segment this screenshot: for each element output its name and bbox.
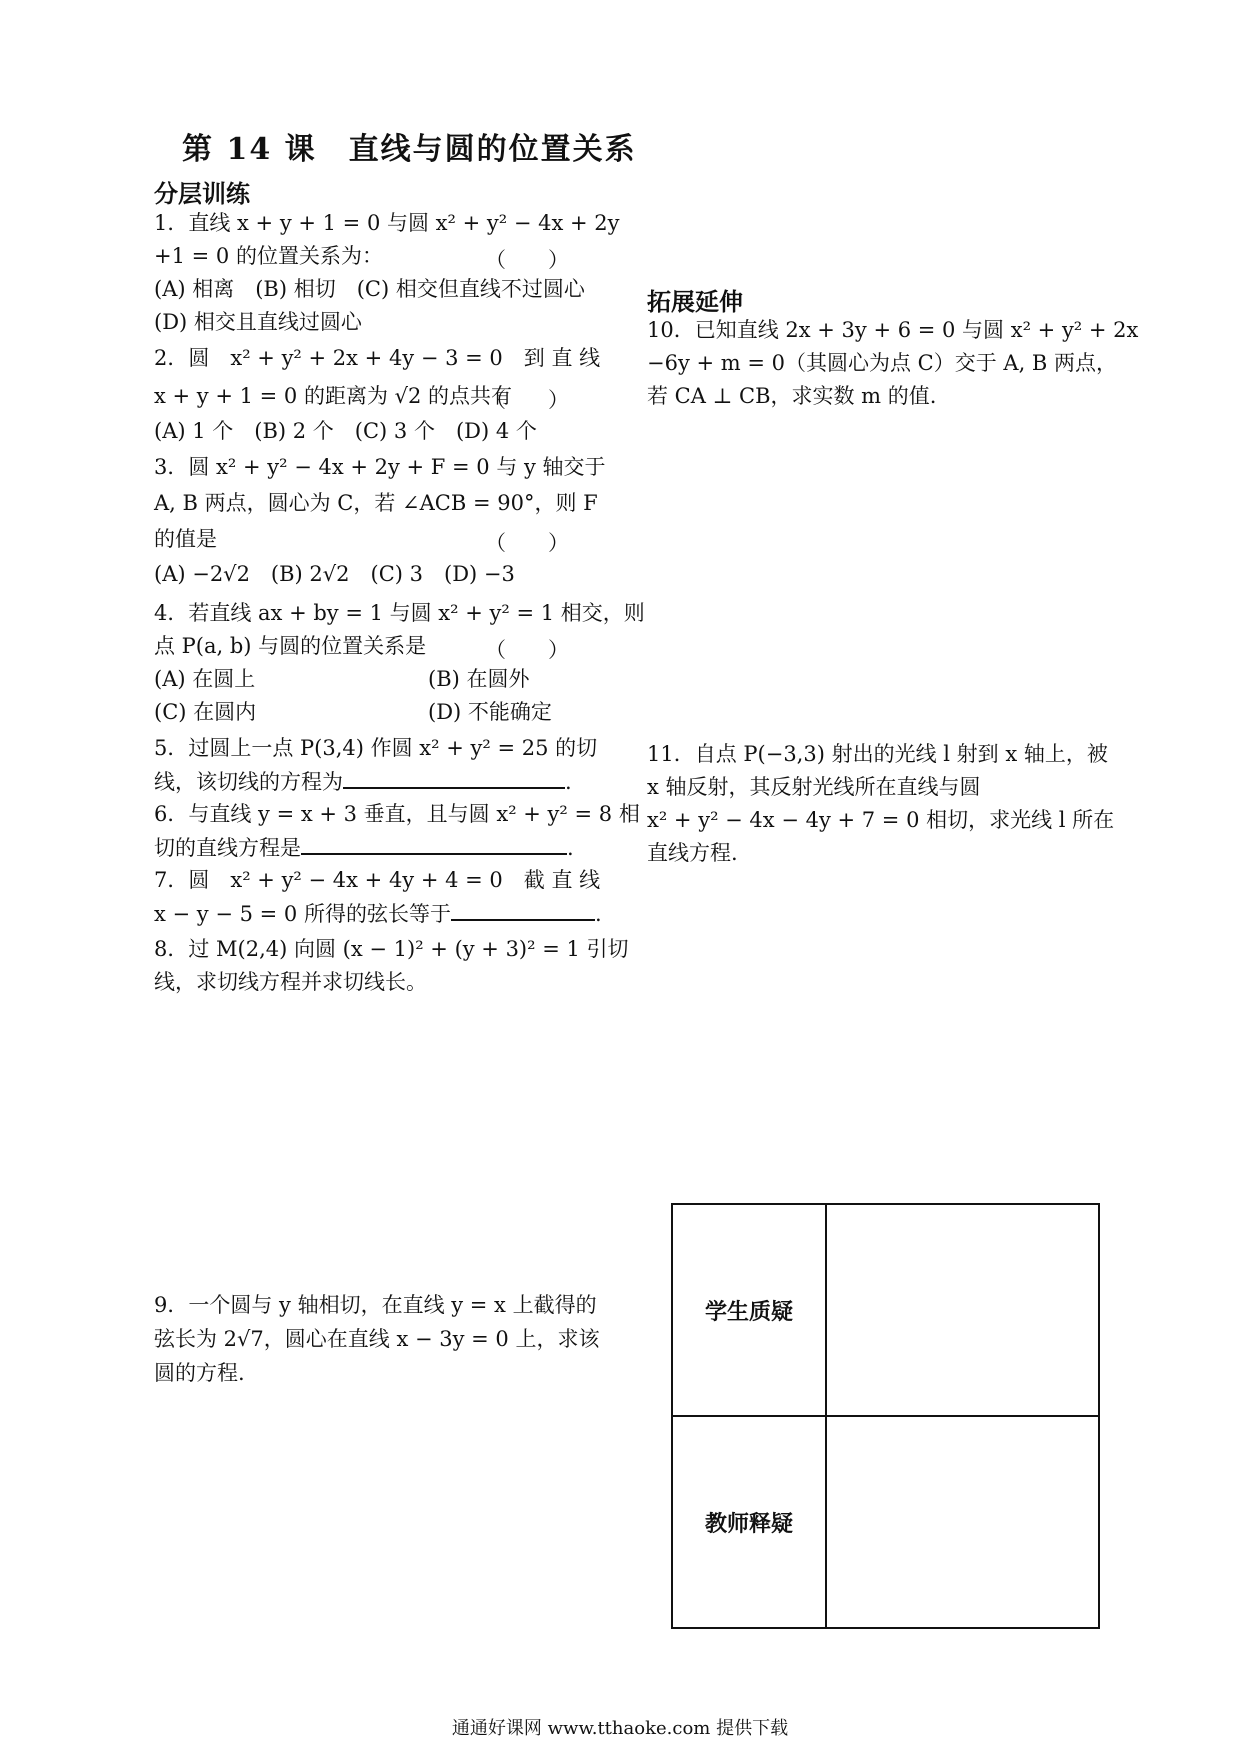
q9-line-3: 圆的方程. bbox=[154, 1361, 245, 1385]
q2-options: (A) 1 个 (B) 2 个 (C) 3 个 (D) 4 个 bbox=[154, 419, 537, 443]
q2-line-2: x + y + 1 = 0 的距离为 √2 的点共有 bbox=[154, 384, 513, 408]
q9-line-1: 9．一个圆与 y 轴相切，在直线 y = x 上截得的 bbox=[154, 1293, 597, 1317]
q11-line-4: 直线方程. bbox=[647, 841, 738, 865]
q10-line-1: 10．已知直线 2x + 3y + 6 = 0 与圆 x² + y² + 2x bbox=[647, 318, 1139, 342]
q9-line-2: 弦长为 2√7，圆心在直线 x − 3y = 0 上，求该 bbox=[154, 1327, 600, 1351]
teacher-answer-cell bbox=[826, 1416, 1099, 1628]
q3-answer-paren: （ ） bbox=[485, 531, 569, 555]
q6-period: . bbox=[567, 836, 574, 860]
q5-text: 线，该切线的方程为 bbox=[154, 770, 343, 794]
section-heading-extension: 拓展延伸 bbox=[647, 287, 743, 316]
q6-line-2 bbox=[154, 835, 574, 861]
q6-text: 切的直线方程是 bbox=[154, 836, 301, 860]
q4-line-1: 4．若直线 ax + by = 1 与圆 x² + y² = 1 相交，则 bbox=[154, 601, 645, 625]
q8-line-1: 8．过 M(2,4) 向圆 (x − 1)² + (y + 3)² = 1 引切 bbox=[154, 937, 629, 961]
q7-line-2 bbox=[154, 901, 602, 927]
q4-option-a: (A) 在圆上 bbox=[154, 667, 256, 691]
teacher-answer-label: 教师释疑 bbox=[672, 1416, 826, 1628]
q8-line-2: 线，求切线方程并求切线长。 bbox=[154, 970, 427, 994]
section-heading-layered-training: 分层训练 bbox=[154, 179, 250, 208]
q11-line-2: x 轴反射，其反射光线所在直线与圆 bbox=[647, 775, 981, 799]
student-question-label: 学生质疑 bbox=[672, 1204, 826, 1416]
q1-line-2: +1 = 0 的位置关系为： bbox=[154, 244, 383, 268]
q1-answer-paren: （ ） bbox=[485, 248, 569, 272]
q2-answer-paren: （ ） bbox=[485, 388, 569, 412]
q7-answer-blank bbox=[451, 901, 595, 921]
q3-options: (A) −2√2 (B) 2√2 (C) 3 (D) −3 bbox=[154, 562, 515, 586]
footer-source: 通通好课网 www.tthaoke.com 提供下载 bbox=[451, 1718, 789, 1739]
question-answer-table bbox=[671, 1203, 1100, 1629]
q4-option-c: (C) 在圆内 bbox=[154, 700, 257, 724]
q5-line-2 bbox=[154, 769, 572, 795]
q10-line-3: 若 CA ⊥ CB，求实数 m 的值. bbox=[647, 384, 937, 408]
q10-line-2: −6y + m = 0（其圆心为点 C）交于 A, B 两点， bbox=[647, 351, 1118, 375]
q5-answer-blank bbox=[343, 769, 565, 789]
q1-options-1: (A) 相离 (B) 相切 (C) 相交但直线不过圆心 bbox=[154, 277, 585, 301]
q3-line-1: 3．圆 x² + y² − 4x + 2y + F = 0 与 y 轴交于 bbox=[154, 455, 606, 479]
q6-line-1: 6．与直线 y = x + 3 垂直，且与圆 x² + y² = 8 相 bbox=[154, 802, 640, 826]
page-title: 第 14 课 直线与圆的位置关系 bbox=[182, 132, 637, 167]
q7-text: x − y − 5 = 0 所得的弦长等于 bbox=[154, 902, 451, 926]
q3-line-3: 的值是 bbox=[154, 527, 217, 551]
q7-period: . bbox=[594, 902, 602, 926]
q6-answer-blank bbox=[301, 835, 567, 855]
q4-line-2: 点 P(a, b) 与圆的位置关系是 bbox=[154, 634, 427, 658]
q7-line-1: 7．圆 x² + y² − 4x + 4y + 4 = 0 截 直 线 bbox=[154, 868, 601, 892]
q11-line-1: 11．自点 P(−3,3) 射出的光线 l 射到 x 轴上，被 bbox=[647, 742, 1108, 766]
q2-line-1: 2．圆 x² + y² + 2x + 4y − 3 = 0 到 直 线 bbox=[154, 346, 601, 370]
q5-line-1: 5．过圆上一点 P(3,4) 作圆 x² + y² = 25 的切 bbox=[154, 736, 598, 760]
q5-period: . bbox=[565, 770, 572, 794]
q11-line-3: x² + y² − 4x − 4y + 7 = 0 相切，求光线 l 所在 bbox=[647, 808, 1115, 832]
student-question-cell bbox=[826, 1204, 1099, 1416]
q1-line-1: 1．直线 x + y + 1 = 0 与圆 x² + y² − 4x + 2y bbox=[154, 211, 620, 235]
q4-option-b: (B) 在圆外 bbox=[428, 667, 530, 691]
q1-options-2: (D) 相交且直线过圆心 bbox=[154, 310, 362, 334]
q4-option-d: (D) 不能确定 bbox=[428, 700, 552, 724]
q4-answer-paren: （ ） bbox=[485, 638, 569, 662]
q3-line-2: A, B 两点，圆心为 C，若 ∠ACB = 90°，则 F bbox=[154, 491, 598, 515]
